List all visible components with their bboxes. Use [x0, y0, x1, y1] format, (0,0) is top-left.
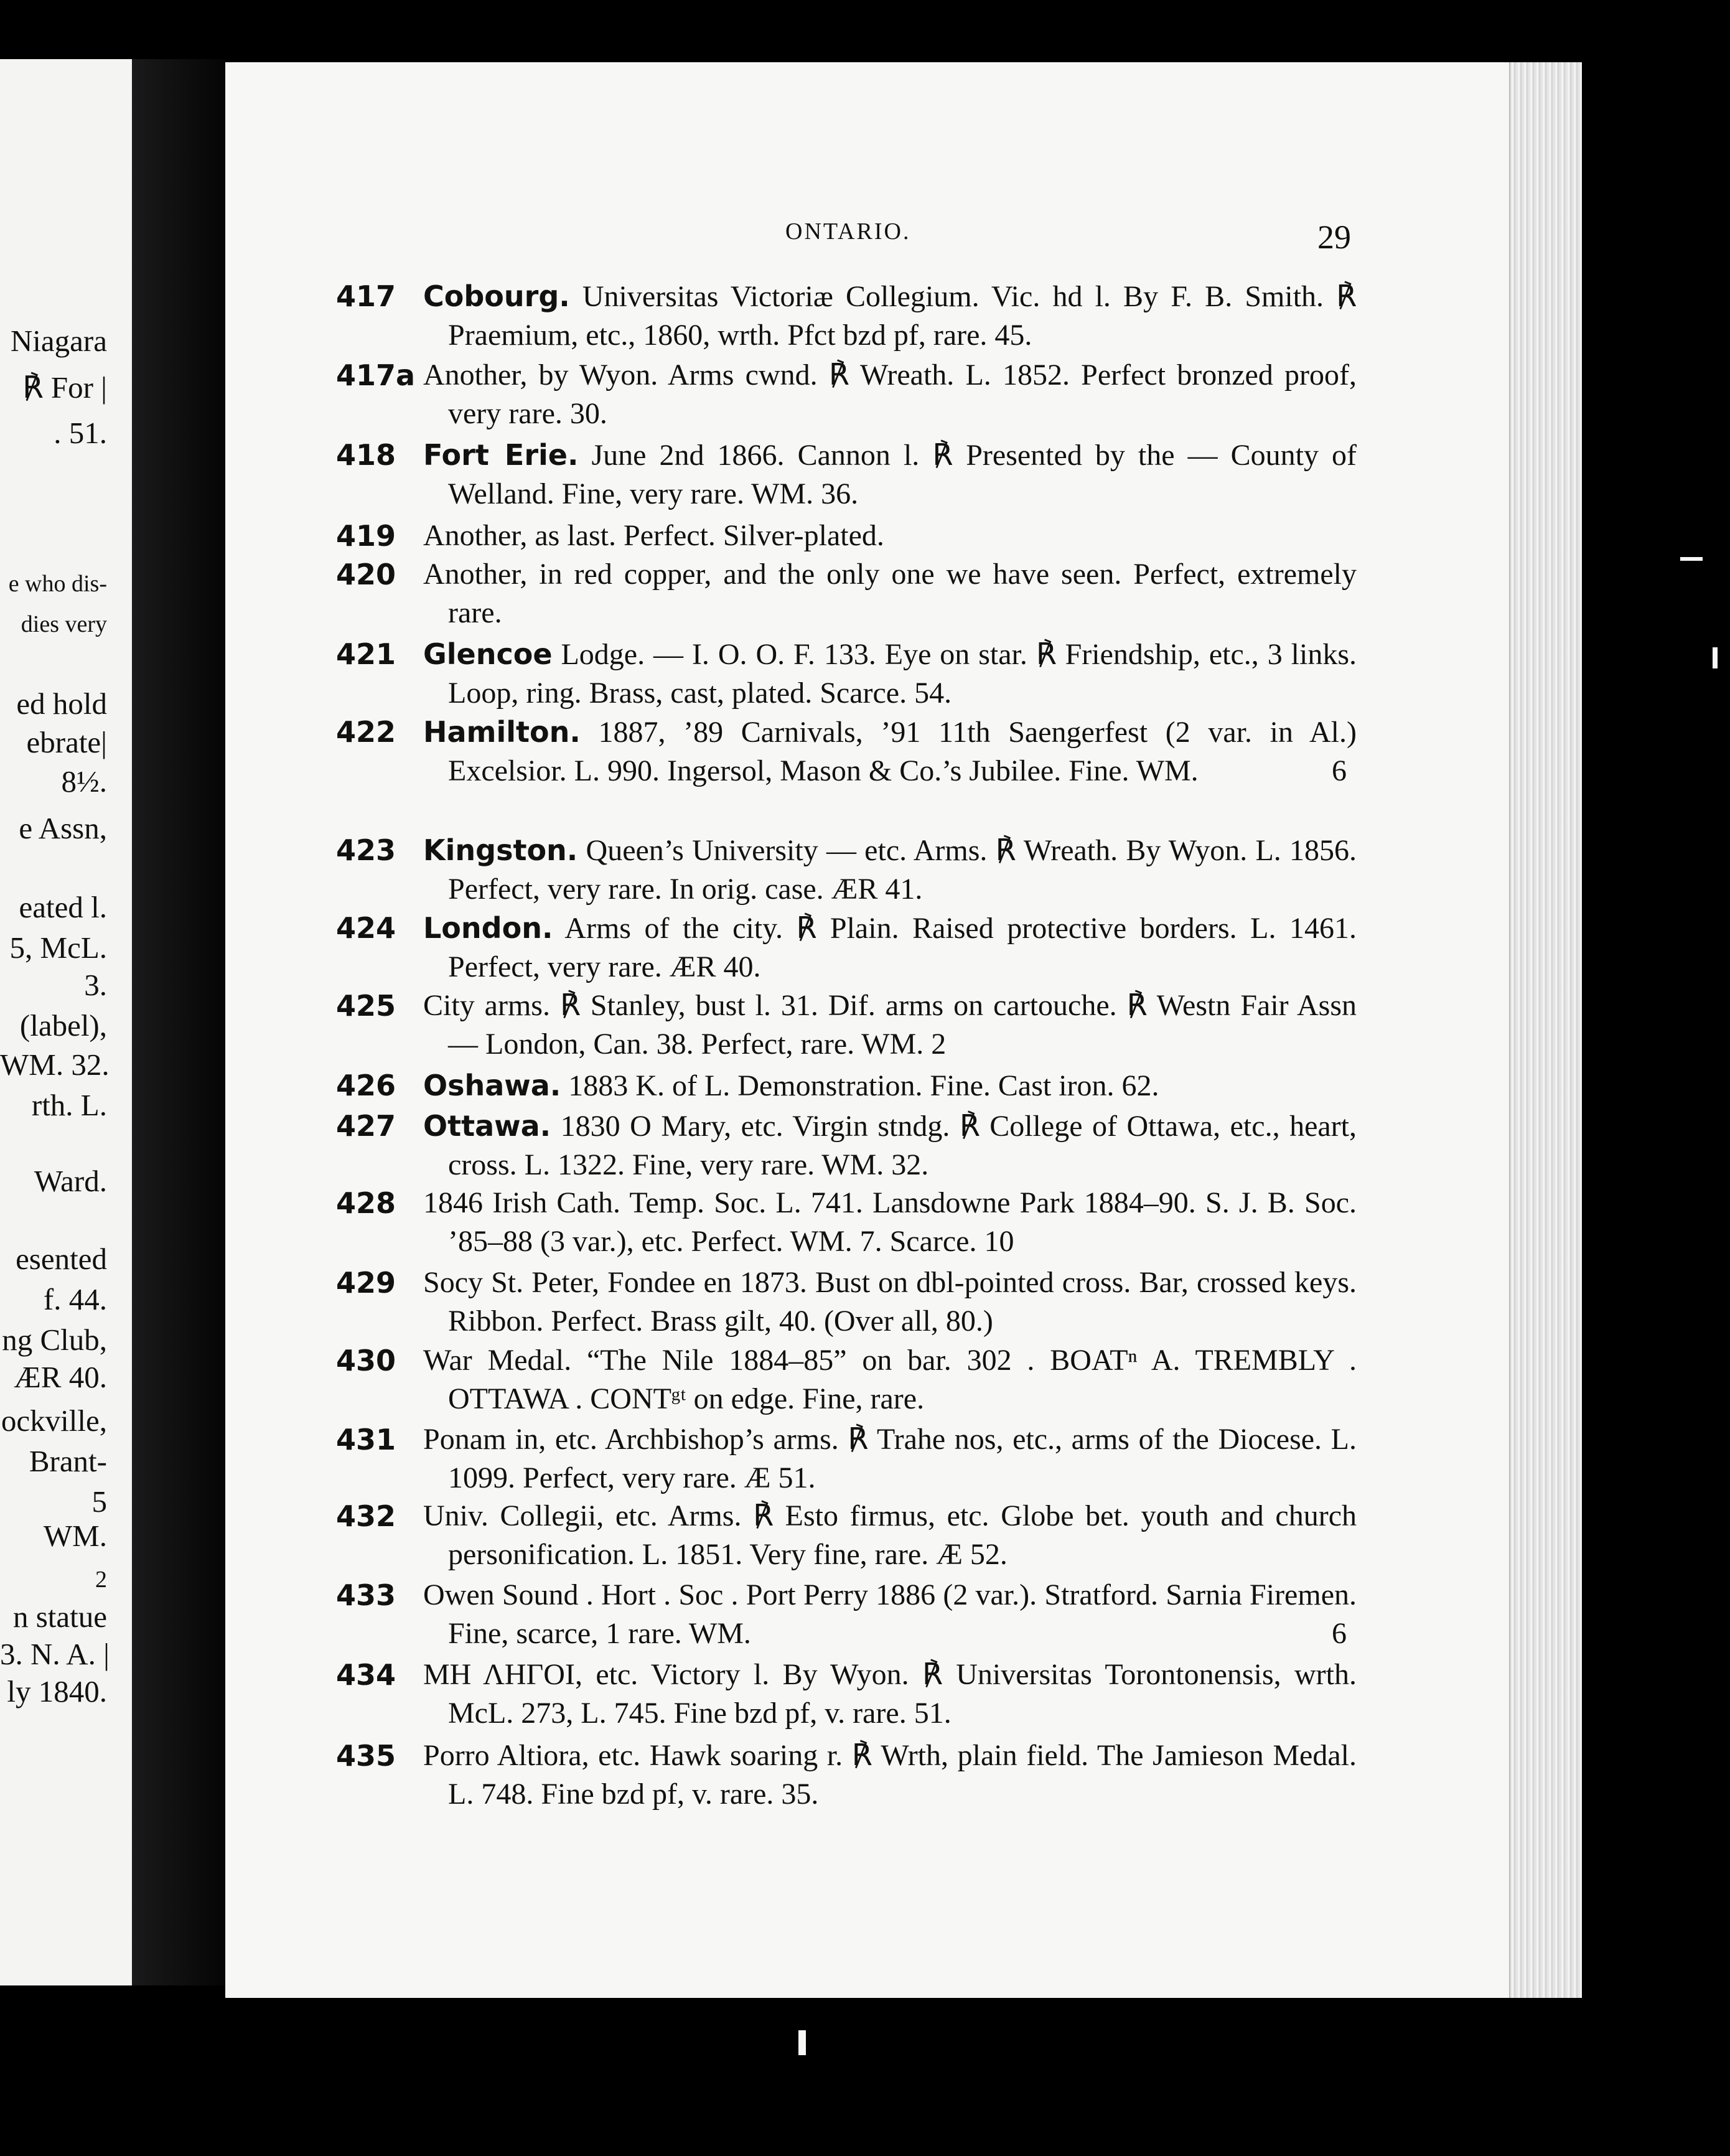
catalog-entry	[336, 635, 1357, 713]
previous-page-line: ÆR 40.	[14, 1360, 107, 1394]
catalog-entry	[336, 713, 1357, 790]
entry-text: Socy St. Peter, Fondee en 1873. Bust on dbl-pointed cross. Bar, crossed keys. Ribbon. Perfect. Brass gilt, 40. (Over all, 80.)	[423, 1266, 1357, 1338]
previous-page-line: 3.	[84, 968, 107, 1002]
previous-page-line: e who dis-	[8, 571, 107, 597]
catalog-entry	[336, 1656, 1357, 1733]
entry-text: Lodge. — I. O. O. F. 133. Eye on star. ℟ Friendship, etc., 3 links. Loop, ring. Brass, cast, plated. Scarce. 54.	[448, 638, 1357, 710]
entry-text: 1887, ’89 Carnivals, ’91 11th Saengerfest (2 var. in Al.) Excelsior. L. 990. Ingersol, Mason & Co.’s Jubilee. Fine. WM.	[448, 716, 1357, 787]
previous-page-line: WM.	[43, 1519, 107, 1553]
previous-page-line: WM. 32.	[0, 1048, 110, 1082]
catalog-entry	[336, 1420, 1357, 1497]
entry-description	[423, 1066, 1357, 1105]
entry-description	[423, 987, 1357, 1064]
entry-description: Owen Sound . Hort . Soc . Port Perry 1886 (2 var.). Stratford. Sarnia Firemen. Fine, scarce, 1 rare. WM. 6	[423, 1578, 1357, 1650]
entry-description	[423, 555, 1357, 632]
entry-description: Hamilton. 1887, ’89 Carnivals, ’91 11th Saengerfest (2 var. in Al.) Excelsior. L. 990. Ingersol, Mason & Co.’s Jubilee. Fine. WM. 6	[423, 715, 1357, 787]
entry-description	[423, 1420, 1357, 1497]
catalog-entry	[336, 1737, 1357, 1814]
entry-text: Another, as last. Perfect. Silver-plated.	[423, 519, 884, 552]
previous-page-line: Brant-	[29, 1444, 107, 1478]
entry-place: London.	[423, 911, 553, 945]
entry-description	[423, 1107, 1357, 1184]
previous-page-line: . 51.	[54, 416, 107, 450]
running-head: ONTARIO.	[785, 218, 911, 245]
entry-description	[423, 1497, 1357, 1574]
catalog-entry	[336, 555, 1357, 632]
previous-page-line: Ward.	[34, 1164, 107, 1198]
catalog-entry	[336, 1497, 1357, 1574]
entry-place: Fort Erie.	[423, 438, 579, 472]
entry-text: 1830 O Mary, etc. Virgin stndg. ℟ College of Ottawa, etc., heart, cross. L. 1322. Fine, very rare. WM. 32.	[448, 1110, 1357, 1181]
entry-text: City arms. ℟ Stanley, bust l. 31. Dif. arms on cartouche. ℟ Westn Fair Assn — London, Can. 38. Perfect, rare. WM. 2	[423, 989, 1357, 1061]
entry-text: Ponam in, etc. Archbishop’s arms. ℟ Trahe nos, etc., arms of the Diocese. L. 1099. Perfect, very rare. Æ 51.	[423, 1423, 1357, 1494]
entry-description	[423, 436, 1357, 513]
previous-page-line: 3. N. A. |	[0, 1637, 110, 1671]
entry-text: Owen Sound . Hort . Soc . Port Perry 1886 (2 var.). Stratford. Sarnia Firemen. Fine, scarce, 1 rare. WM.	[423, 1578, 1357, 1650]
entry-number: 434	[336, 1658, 396, 1692]
entry-text: Another, by Wyon. Arms cwnd. ℟ Wreath. L. 1852. Perfect bronzed proof, very rare. 30.	[423, 359, 1357, 430]
previous-page-line: ly 1840.	[7, 1674, 107, 1708]
catalog-entry	[336, 1066, 1357, 1105]
catalog-entry	[336, 1107, 1357, 1184]
catalog-entry	[336, 1184, 1357, 1261]
previous-page-line: Niagara	[10, 324, 107, 358]
entry-text: June 2nd 1866. Cannon l. ℟ Presented by the — County of Welland. Fine, very rare. WM. 36.	[448, 439, 1357, 510]
entry-description	[423, 1656, 1357, 1733]
previous-page-line: 5	[91, 1484, 107, 1519]
previous-page-line: ebrate|	[26, 725, 107, 759]
catalog-entry	[336, 909, 1357, 987]
entry-place: Ottawa.	[423, 1109, 551, 1143]
catalog-entry	[336, 987, 1357, 1064]
previous-page-line: ed hold	[16, 687, 107, 721]
margin-mark	[1680, 557, 1703, 561]
margin-mark	[1713, 647, 1718, 668]
previous-page-line: ng Club,	[2, 1323, 107, 1357]
page-number: 29	[1317, 218, 1351, 256]
entry-number: 432	[336, 1499, 396, 1533]
catalog-entry	[336, 831, 1357, 909]
entry-description	[423, 356, 1357, 433]
entry-number: 421	[336, 637, 396, 671]
entry-place: Oshawa.	[423, 1069, 561, 1102]
entry-number: 433	[336, 1578, 396, 1612]
entry-description	[423, 831, 1357, 909]
catalog-entry	[336, 436, 1357, 513]
entry-place: Cobourg.	[423, 279, 570, 313]
entry-number: 425	[336, 989, 396, 1023]
entry-description	[423, 1341, 1357, 1418]
entry-number: 419	[336, 519, 396, 553]
entry-description	[423, 1263, 1357, 1341]
entry-number: 417	[336, 279, 396, 313]
catalog-entry	[336, 356, 1357, 433]
page-edges	[1509, 62, 1582, 1998]
entry-number: 420	[336, 558, 396, 591]
entry-place: Glencoe	[423, 637, 553, 671]
entry-description	[423, 277, 1357, 355]
catalog-entry	[336, 517, 1357, 555]
entry-number: 431	[336, 1423, 396, 1456]
previous-page-line: dies very	[21, 611, 107, 637]
entry-description	[423, 1737, 1357, 1814]
previous-page-line: e Assn,	[19, 811, 107, 845]
previous-page-line: 8½.	[61, 764, 107, 799]
catalog-entry	[336, 1341, 1357, 1418]
entry-number: 423	[336, 833, 396, 867]
previous-page-line: n statue	[12, 1600, 107, 1634]
entry-text: War Medal. “The Nile 1884–85” on bar. 302 . BOATⁿ A. TREMBLY . OTTAWA . CONTᵍᵗ on edge. Fine, rare.	[423, 1344, 1357, 1415]
entry-description	[423, 909, 1357, 987]
previous-page-line: (label),	[19, 1008, 107, 1043]
entry-text: Queen’s University — etc. Arms. ℟ Wreath. By Wyon. L. 1856. Perfect, very rare. In orig. case. ÆR 41.	[448, 834, 1357, 906]
book-gutter	[132, 59, 225, 1985]
entry-number: 417a	[336, 359, 416, 392]
entry-text: Another, in red copper, and the only one we have seen. Perfect, extremely rare.	[423, 558, 1357, 629]
binding-mark	[798, 2030, 806, 2055]
entry-number: 426	[336, 1069, 396, 1102]
previous-page	[0, 59, 132, 1985]
entry-number: 427	[336, 1109, 396, 1143]
entry-number: 424	[336, 911, 396, 945]
catalog-entry	[336, 1576, 1357, 1653]
entry-description	[423, 517, 1357, 555]
entry-text: Arms of the city. ℟ Plain. Raised protective borders. L. 1461. Perfect, very rare. ÆR 40.	[448, 912, 1357, 983]
entry-place: Hamilton.	[423, 715, 581, 749]
catalog-entry	[336, 277, 1357, 355]
entry-text: ΜΗ ΛΗΓΟΙ, etc. Victory l. By Wyon. ℟ Universitas Torontonensis, wrth. McL. 273, L. 745. Fine bzd pf, v. rare. 51.	[423, 1658, 1357, 1730]
previous-page-line: 2	[95, 1567, 107, 1593]
entry-number: 429	[336, 1266, 396, 1300]
entry-text: 1846 Irish Cath. Temp. Soc. L. 741. Lansdowne Park 1884–90. S. J. B. Soc. ’85–88 (3 var.), etc. Perfect. WM. 7. Scarce. 10	[423, 1186, 1357, 1258]
entry-text: Univ. Collegii, etc. Arms. ℟ Esto firmus, etc. Globe bet. youth and church personification. L. 1851. Very fine, rare. Æ 52.	[423, 1499, 1357, 1571]
entry-number: 422	[336, 715, 396, 749]
entry-description	[423, 1184, 1357, 1261]
entry-text: 1883 K. of L. Demonstration. Fine. Cast iron. 62.	[561, 1069, 1159, 1102]
entry-number: 418	[336, 438, 396, 472]
entry-description	[423, 635, 1357, 713]
entry-number: 435	[336, 1739, 396, 1773]
entry-text: Porro Altiora, etc. Hawk soaring r. ℟ Wrth, plain field. The Jamieson Medal. L. 748. Fine bzd pf, v. rare. 35.	[423, 1739, 1357, 1811]
previous-page-line: f. 44.	[43, 1282, 107, 1316]
entry-number: 430	[336, 1344, 396, 1377]
entry-text: Universitas Victoriæ Collegium. Vic. hd l. By F. B. Smith. ℟ Praemium, etc., 1860, wrth. Pfct bzd pf, rare. 45.	[448, 280, 1357, 352]
previous-page-line: ℟ For |	[22, 370, 107, 405]
previous-page-line: rth. L.	[31, 1088, 107, 1122]
entry-place: Kingston.	[423, 833, 578, 867]
previous-page-line: ockville,	[1, 1404, 107, 1438]
previous-page-line: eated l.	[19, 890, 107, 924]
catalog-entry	[336, 1263, 1357, 1341]
previous-page-line: esented	[16, 1242, 107, 1276]
entry-number: 428	[336, 1186, 396, 1220]
previous-page-line: 5, McL.	[9, 930, 107, 965]
